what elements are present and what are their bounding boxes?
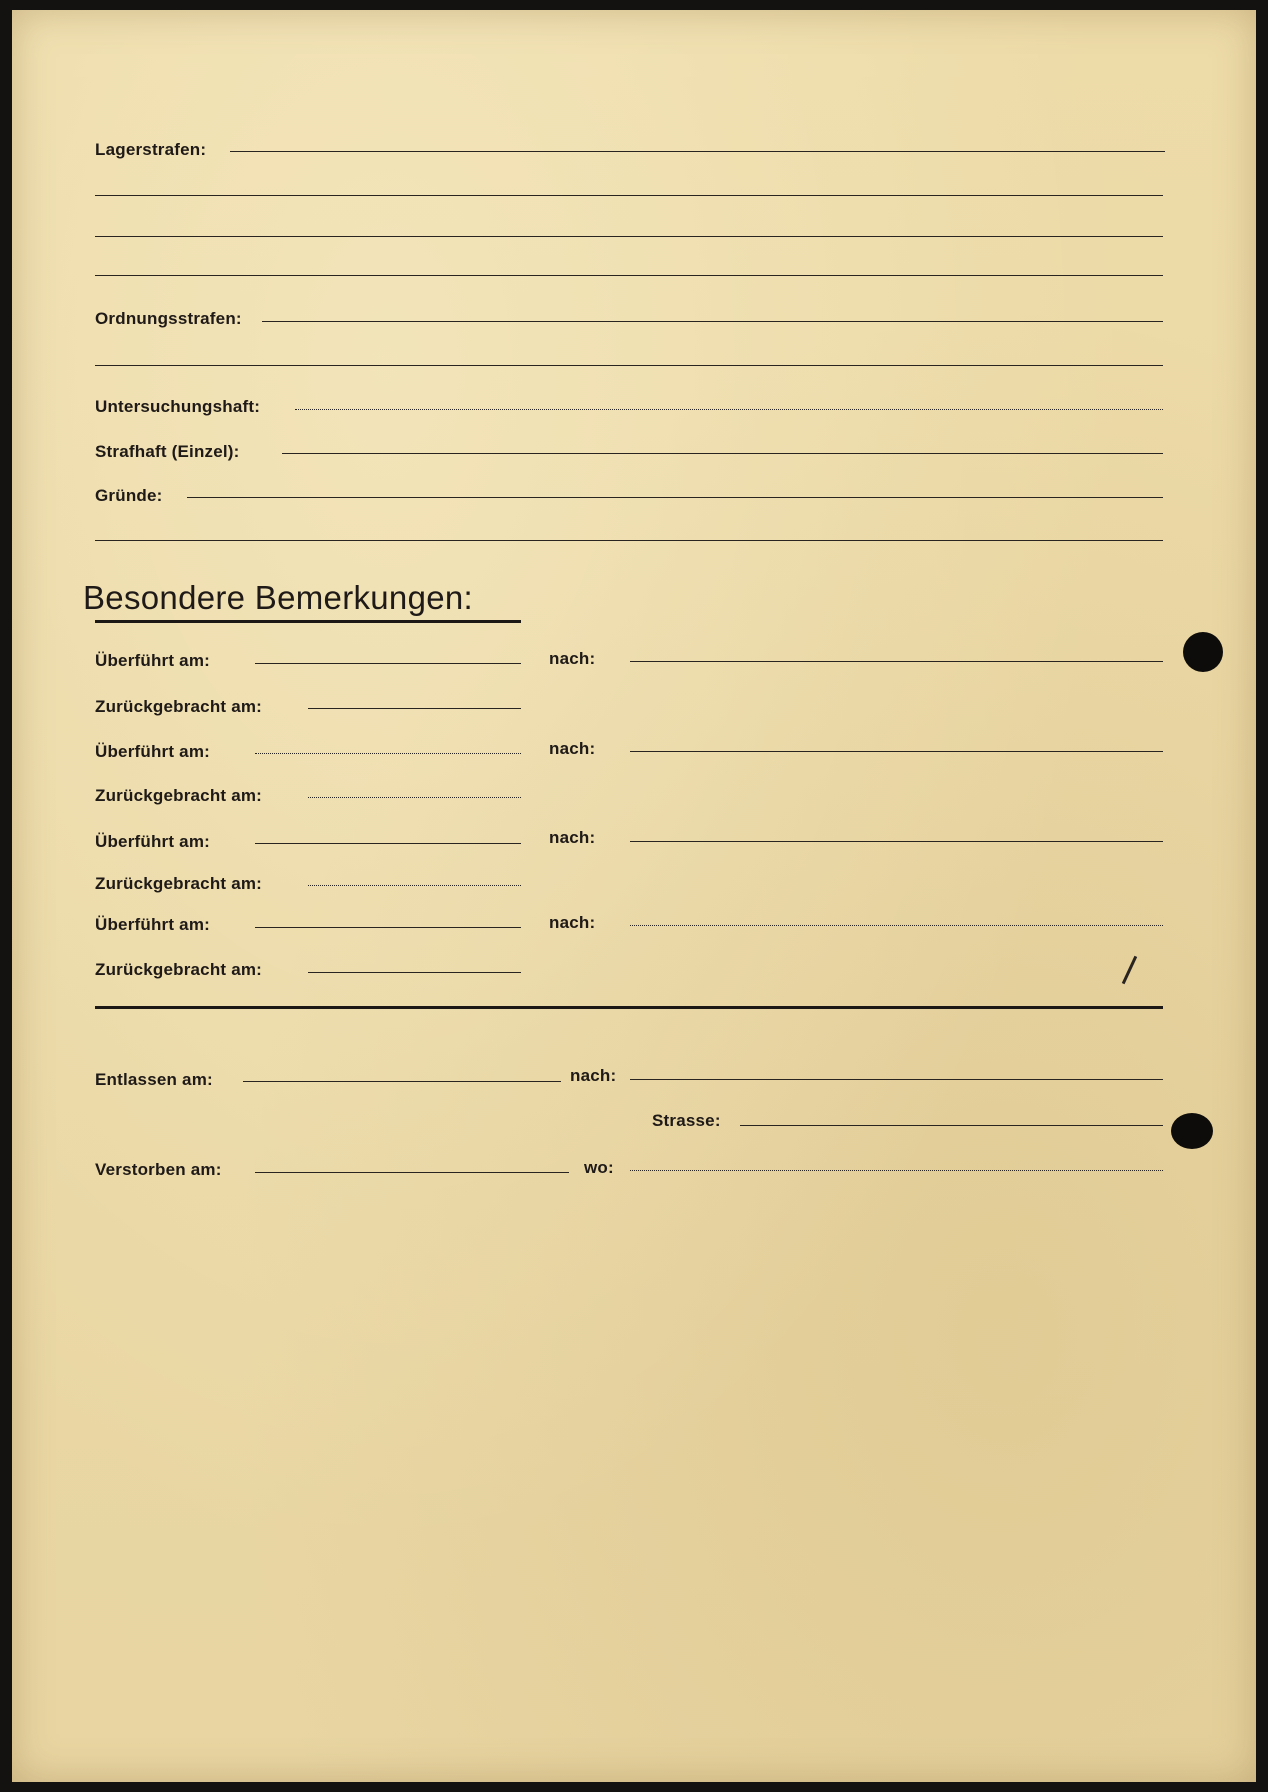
label-nach-4: nach: bbox=[549, 913, 596, 932]
field-nach-4[interactable] bbox=[630, 925, 1163, 926]
label-nach-3: nach: bbox=[549, 828, 596, 847]
label-zurueck-1: Zurückgebracht am: bbox=[95, 697, 263, 716]
heading-underline bbox=[95, 620, 521, 623]
label-entlassen-nach: nach: bbox=[570, 1066, 617, 1085]
field-zurueck-4[interactable] bbox=[308, 972, 521, 973]
field-zurueck-1[interactable] bbox=[308, 708, 521, 709]
label-ueberfuehrt-2: Überführt am: bbox=[95, 742, 210, 761]
field-zurueck-3[interactable] bbox=[308, 885, 521, 886]
punch-hole-bottom bbox=[1171, 1113, 1213, 1149]
label-verstorben: Verstorben am: bbox=[95, 1160, 222, 1179]
field-strafhaft[interactable] bbox=[282, 453, 1163, 454]
field-nach-2[interactable] bbox=[630, 751, 1163, 752]
label-zurueck-3: Zurückgebracht am: bbox=[95, 874, 263, 893]
field-nach-3[interactable] bbox=[630, 841, 1163, 842]
field-ordnungsstrafen-line-1[interactable] bbox=[262, 321, 1163, 322]
label-nach-2: nach: bbox=[549, 739, 596, 758]
field-ueberfuehrt-2[interactable] bbox=[255, 753, 521, 754]
label-lagerstrafen: Lagerstrafen: bbox=[95, 140, 207, 159]
field-lagerstrafen-line-3[interactable] bbox=[95, 236, 1163, 237]
label-entlassen: Entlassen am: bbox=[95, 1070, 213, 1089]
field-ueberfuehrt-1[interactable] bbox=[255, 663, 521, 664]
field-entlassen[interactable] bbox=[243, 1081, 561, 1082]
section-heading-bemerkungen: Besondere Bemerkungen: bbox=[83, 579, 474, 616]
label-nach-1: nach: bbox=[549, 649, 596, 668]
label-ueberfuehrt-4: Überführt am: bbox=[95, 915, 210, 934]
field-zurueck-2[interactable] bbox=[308, 797, 521, 798]
field-strasse[interactable] bbox=[740, 1125, 1163, 1126]
label-ordnungsstrafen: Ordnungsstrafen: bbox=[95, 309, 242, 328]
label-gruende: Gründe: bbox=[95, 486, 163, 505]
label-ueberfuehrt-1: Überführt am: bbox=[95, 651, 210, 670]
field-gruende-line-1[interactable] bbox=[187, 497, 1163, 498]
field-verstorben[interactable] bbox=[255, 1172, 569, 1173]
label-untersuchungshaft: Untersuchungshaft: bbox=[95, 397, 261, 416]
field-untersuchungshaft[interactable] bbox=[295, 409, 1163, 410]
label-zurueck-2: Zurückgebracht am: bbox=[95, 786, 263, 805]
field-ueberfuehrt-3[interactable] bbox=[255, 843, 521, 844]
field-nach-1[interactable] bbox=[630, 661, 1163, 662]
label-ueberfuehrt-3: Überführt am: bbox=[95, 832, 210, 851]
section-separator bbox=[95, 1006, 1163, 1009]
field-entlassen-nach[interactable] bbox=[630, 1079, 1163, 1080]
label-strasse: Strasse: bbox=[652, 1111, 721, 1130]
field-ordnungsstrafen-line-2[interactable] bbox=[95, 365, 1163, 366]
punch-hole-top bbox=[1183, 632, 1223, 672]
field-gruende-line-2[interactable] bbox=[95, 540, 1163, 541]
field-wo[interactable] bbox=[630, 1170, 1163, 1171]
field-lagerstrafen-line-1[interactable] bbox=[230, 151, 1165, 152]
label-zurueck-4: Zurückgebracht am: bbox=[95, 960, 263, 979]
field-ueberfuehrt-4[interactable] bbox=[255, 927, 521, 928]
label-wo: wo: bbox=[584, 1158, 614, 1177]
label-strafhaft: Strafhaft (Einzel): bbox=[95, 442, 240, 461]
field-lagerstrafen-line-2[interactable] bbox=[95, 195, 1163, 196]
field-lagerstrafen-line-4[interactable] bbox=[95, 275, 1163, 276]
